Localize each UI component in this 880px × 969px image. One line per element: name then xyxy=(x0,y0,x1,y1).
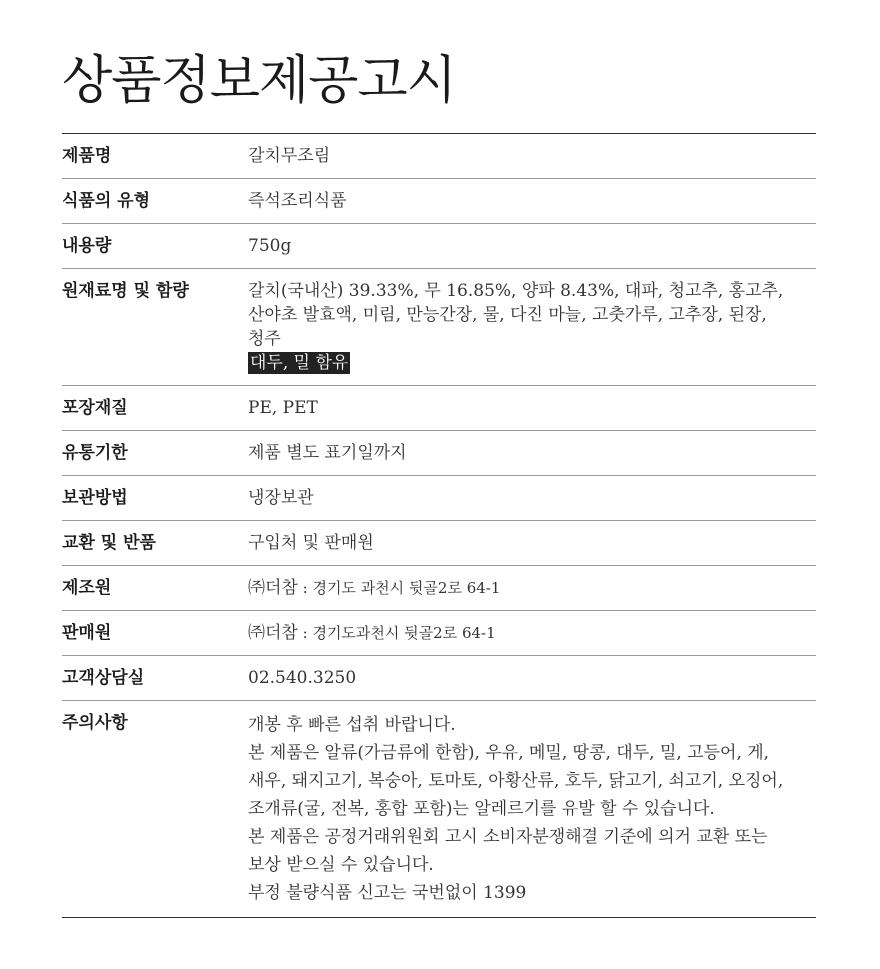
table-row xyxy=(62,521,816,566)
row-label: 유통기한 xyxy=(62,431,248,476)
precaution-line: 조개류(굴, 전복, 홍합 포함)는 알레르기를 유발 할 수 있습니다. xyxy=(248,799,715,819)
row-label: 원재료명 및 함량 xyxy=(62,269,248,386)
page-title: 상품정보제공고시 xyxy=(62,51,456,111)
row-label: 내용량 xyxy=(62,224,248,269)
row-value: 02.540.3250 xyxy=(248,656,816,701)
product-info-table xyxy=(62,133,816,918)
ingredients-line: 청주 xyxy=(248,329,281,349)
row-label: 판매원 xyxy=(62,611,248,656)
table-row xyxy=(62,566,816,611)
row-value: 냉장보관 xyxy=(248,476,816,521)
company-address: : 경기도 과천시 뒷골2로 64-1 xyxy=(297,579,501,597)
row-value: 구입처 및 판매원 xyxy=(248,521,816,566)
table-row xyxy=(62,476,816,521)
company-name: ㈜더참 xyxy=(248,623,298,643)
row-value: 제품 별도 표기일까지 xyxy=(248,431,816,476)
company-name: ㈜더참 xyxy=(248,578,298,598)
precaution-line: 보상 받으실 수 있습니다. xyxy=(248,855,434,875)
precaution-line: 본 제품은 공정거래위원회 고시 소비자분쟁해결 기준에 의거 교환 또는 xyxy=(248,827,768,847)
row-label: 제조원 xyxy=(62,566,248,611)
ingredients-line: 산야초 발효액, 미림, 만능간장, 물, 다진 마늘, 고춧가루, 고추장, 된장, xyxy=(248,305,767,325)
allergen-highlight: 대두, 밀 함유 xyxy=(250,353,349,373)
table-row xyxy=(62,431,816,476)
precaution-line: 본 제품은 알류(가금류에 한함), 우유, 메밀, 땅콩, 대두, 밀, 고등어, 게, xyxy=(248,743,770,763)
row-value: 즉석조리식품 xyxy=(248,179,816,224)
precaution-line: 개봉 후 빠른 섭취 바랍니다. xyxy=(248,715,456,735)
row-label: 교환 및 반품 xyxy=(62,521,248,566)
precaution-line: 새우, 돼지고기, 복숭아, 토마토, 아황산류, 호두, 닭고기, 쇠고기, 오징어, xyxy=(248,771,784,791)
row-value: 750g xyxy=(248,224,816,269)
ingredients-value xyxy=(248,269,816,386)
table-row xyxy=(62,269,816,386)
row-label: 보관방법 xyxy=(62,476,248,521)
table-row xyxy=(62,386,816,431)
table-row xyxy=(62,224,816,269)
row-label: 주의사항 xyxy=(62,713,128,733)
table-row xyxy=(62,701,816,918)
table-row xyxy=(62,611,816,656)
row-label: 포장재질 xyxy=(62,386,248,431)
seller-value xyxy=(248,611,816,656)
precaution-line: 부정 불량식품 신고는 국번없이 1399 xyxy=(248,883,527,903)
row-value: PE, PET xyxy=(248,386,816,431)
row-value: 갈치무조림 xyxy=(248,134,816,179)
row-label: 제품명 xyxy=(62,134,248,179)
row-label: 고객상담실 xyxy=(62,656,248,701)
table-row xyxy=(62,179,816,224)
table-row xyxy=(62,656,816,701)
manufacturer-value xyxy=(248,566,816,611)
table-row xyxy=(62,134,816,179)
ingredients-line: 갈치(국내산) 39.33%, 무 16.85%, 양파 8.43%, 대파, 청고추, 홍고추, xyxy=(248,281,784,301)
precautions-value xyxy=(248,701,816,918)
row-label: 식품의 유형 xyxy=(62,179,248,224)
company-address: : 경기도과천시 뒷골2로 64-1 xyxy=(297,624,496,642)
